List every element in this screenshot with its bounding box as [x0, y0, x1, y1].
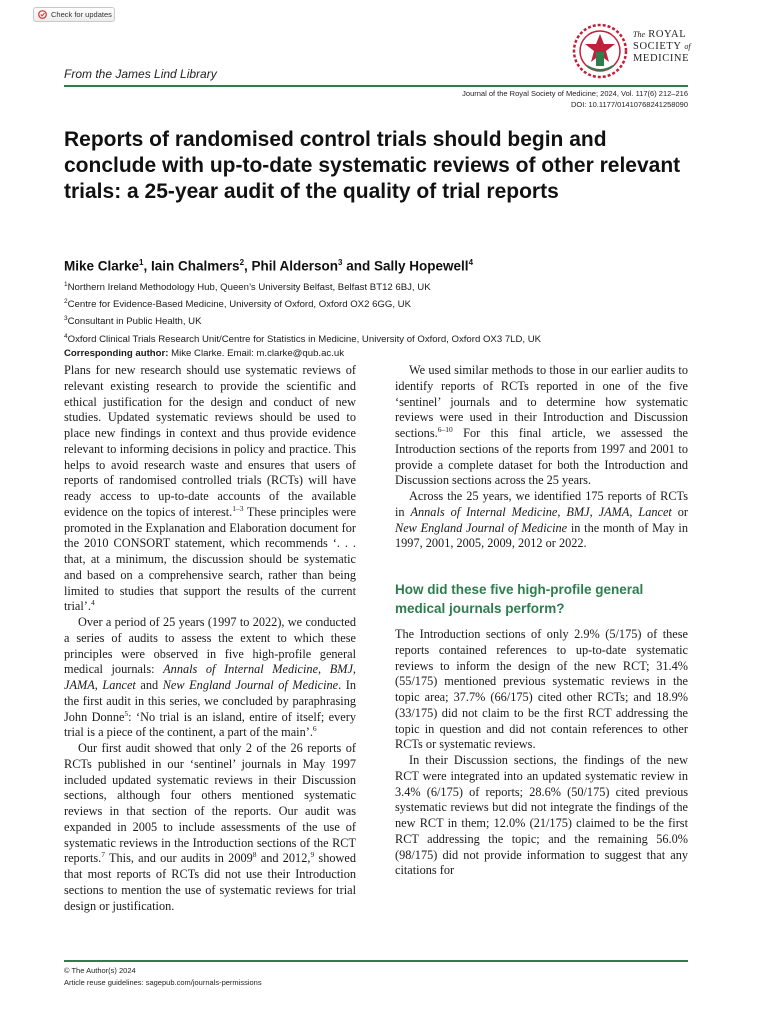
rsm-wordmark: The ROYAL SOCIETY of MEDICINE	[633, 29, 691, 64]
affiliation-item: $^1$Northern Ireland Methodology Hub, Queen’s University Belfast, Belfast BT12 6BJ, UK	[64, 281, 431, 294]
citation-ref[interactable]: 7	[101, 850, 105, 860]
journal-doi[interactable]: DOI: 10.1177/01410768241258090	[570, 100, 688, 109]
author-name[interactable]: Phil Alderson	[251, 258, 339, 274]
affiliation-item: $^4$Oxford Clinical Trials Research Unit/Centre for Statistics in Medicine, University of Oxford, Oxford OX3 7LD, UK	[64, 332, 542, 345]
affiliations	[64, 278, 541, 361]
body-column-right	[395, 363, 688, 879]
check-for-updates-button[interactable]	[33, 7, 115, 22]
corresponding-author: Corresponding author: Mike Clarke. Email: m.clarke@qub.ac.uk	[64, 347, 345, 359]
page-footer	[64, 965, 262, 989]
body-paragraph: In their Discussion sections, the findings of the new RCT were integrated into an updated systematic review in 3.4% (6/175) of reports; 28.6% (50/175) cited previous systematic reviews but did not integrate the findings of the new RCT in them; 12.0% (21/175) claimed to be the first RCT addressing the topic; and the remaining 56.0% (98/175) did not provide information to suggest that any citations for	[395, 753, 688, 878]
citation-ref[interactable]: 5	[124, 708, 129, 718]
body-paragraph: The Introduction sections of only 2.9% (5/175) of these reports contained references to up-to-date systematic reviews to inform the design of the new RCT; 31.4% (55/175) mentioned previous systematic reviews in the topic area; 37.7% (66/175) cited other RCTs; and 18.9% (33/175) did not claim to be the first RCT addressing the topic in question and did not contain references to other RCTs or systematic reviews.	[395, 627, 688, 752]
affiliation-item: $^3$Consultant in Public Health, UK	[64, 315, 202, 328]
citation-ref[interactable]: 6	[312, 724, 317, 734]
citation-ref[interactable]: 8	[252, 850, 257, 860]
author-name[interactable]: Sally Hopewell	[374, 258, 469, 274]
citation-ref[interactable]: 1–3	[232, 503, 244, 513]
citation-ref[interactable]: 4	[90, 598, 95, 608]
footer-divider	[64, 960, 688, 962]
author-name[interactable]: Mike Clarke	[64, 258, 140, 274]
header-divider	[64, 85, 688, 87]
section-heading: How did these five high-profile general medical journals perform?	[395, 582, 644, 616]
body-paragraph: Over a period of 25 years (1997 to 2022), we conducted a series of audits to assess the extent to which these principles were observed in five high-profile general medical journals: Annals of Internal Medicine, BMJ, JAMA, Lancet and New England Journal of Medicine. In the first audit in this series, we concluded by paraphrasing John Donne$^5$: ‘No trial is an island, entire of itself; every trial is a piece of the continent, a part of the main’.$^6$	[64, 615, 356, 740]
citation-ref[interactable]: 9	[310, 850, 315, 860]
body-paragraph: Plans for new research should use systematic reviews of relevant existing research to provide the scientific and ethical justification for the design and conduct of new studies. Updated systematic reviews should be used to place new findings in context and thus provide evidence relevant to informing decisions in policy and practice. This helps to avoid research waste and ensures that users of reports of randomised controlled trials (RCTs) will have ready access to up-to-date accounts of the available evidence on the topics of interest.$^{1-3}$ These principles were promoted in the Explanation and Elaboration document for the 2010 CONSORT statement, which recommends ‘. . . that, at a minimum, the discussion should be systematic and based on a comprehensive search, rather than being limited to studies that support the results of the current trial’.$^4$	[64, 363, 356, 614]
reuse-guidelines[interactable]: Article reuse guidelines: sagepub.com/journals-permissions	[64, 978, 262, 987]
check-for-updates-label: Check for updates	[51, 10, 112, 19]
affiliation-item: $^2$Centre for Evidence-Based Medicine, University of Oxford, Oxford OX2 6GG, UK	[64, 298, 412, 311]
body-column-left	[64, 363, 356, 914]
journal-citation: Journal of the Royal Society of Medicine; 2024, Vol. 117(6) 212–216	[462, 89, 688, 98]
author-name[interactable]: Iain Chalmers	[151, 258, 240, 274]
rsm-logo	[571, 22, 691, 80]
body-paragraph: Across the 25 years, we identified 175 reports of RCTs in Annals of Internal Medicine, BMJ, JAMA, Lancet or New England Journal of Medicine in the month of May in 1997, 2001, 2005, 2009, 2012 or 2022.	[395, 489, 689, 551]
author-list: Mike Clarke$^1$, Iain Chalmers$^2$, Phil Alderson$^3$ and Sally Hopewell$^4$	[64, 258, 474, 274]
citation-ref[interactable]: 6–10	[437, 424, 453, 434]
body-paragraph: Our first audit showed that only 2 of the 26 reports of RCTs published in our ‘sentinel’ journals in May 1997 included updated systematic reviews in their Discussion sections, although four others mentioned systematic reviews in that section of the reports. Our audit was expanded in 2005 to include assessments of the use of systematic reviews in the Introduction sections of the RCT reports.$^7$ This, and our audits in 2009$^8$ and 2012,$^9$ showed that most reports of RCTs did not use their Introduction sections to mention the use of systematic reviews for trial design or justification.	[64, 741, 356, 913]
copyright-notice: © The Author(s) 2024	[64, 966, 136, 975]
rsm-crest-icon	[571, 22, 629, 80]
body-paragraph: We used similar methods to those in our earlier audits to identify reports of RCTs reported in one of the five ‘sentinel’ journals and to determine how systematic reviews were used in their Introduction and Discussion sections.$^{6-10}$ For this final article, we assessed the Introduction sections of the reports from 1997 and 2001 to provide a complete dataset for both the Introduction and Discussion sections across the 25 years.	[395, 363, 688, 488]
update-check-icon	[38, 10, 47, 19]
journal-meta	[462, 88, 688, 110]
series-label: From the James Lind Library	[64, 67, 217, 81]
article-title: Reports of randomised control trials should begin and conclude with up-to-date systematic reviews of other relevant trials: a 25-year audit of the quality of trial reports	[64, 128, 681, 203]
